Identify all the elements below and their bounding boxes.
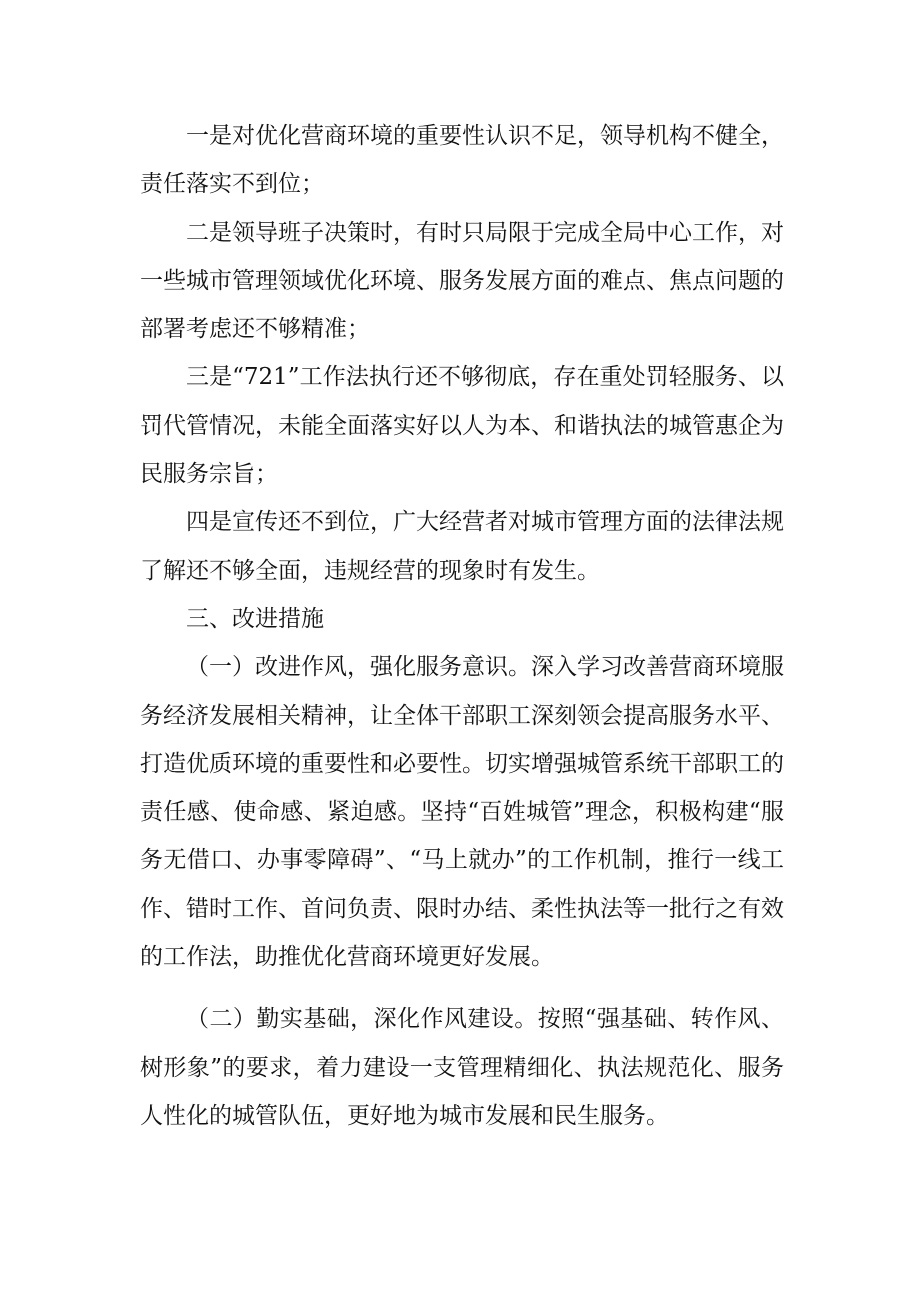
paragraph-problem-3: 三是“721”工作法执行还不够彻底，存在重处罚轻服务、以罚代管情况，未能全面落实好以人为本、和谐执法的城管惠企为民服务宗旨； [140,364,784,488]
document-page [140,112,784,1140]
paragraph-problem-2: 二是领导班子决策时，有时只局限于完成全局中心工作，对一些城市管理领域优化环境、服务发展方面的难点、焦点问题的部署考虑还不够精准； [140,219,784,343]
paragraph-measure-2: （二）勤实基础，深化作风建设。按照“强基础、转作风、树形象”的要求，着力建设一支管理精细化、执法规范化、服务人性化的城管队伍，更好地为城市发展和民生服务。 [140,1006,784,1129]
paragraph-problem-1: 一是对优化营商环境的重要性认识不足，领导机构不健全，责任落实不到位； [140,123,784,198]
paragraph-problem-4: 四是宣传还不到位，广大经营者对城市管理方面的法律法规了解还不够全面，违规经营的现象时有发生。 [140,509,784,584]
section-heading-improvement-measures: 三、改进措施 [186,605,324,632]
paragraph-measure-1: （一）改进作风，强化服务意识。深入学习改善营商环境服务经济发展相关精神，让全体干部职工深刻领会提高服务水平、打造优质环境的重要性和必要性。切实增强城管系统干部职工的责任感、使命感、紧迫感。坚持“百姓城管”理念，积极构建“服务无借口、办事零障碍”、“马上就办”的工作机制，推行一线工作、错时工作、首问负责、限时办结、柔性执法等一批行之有效的工作法，助推优化营商环境更好发展。 [140,654,784,971]
